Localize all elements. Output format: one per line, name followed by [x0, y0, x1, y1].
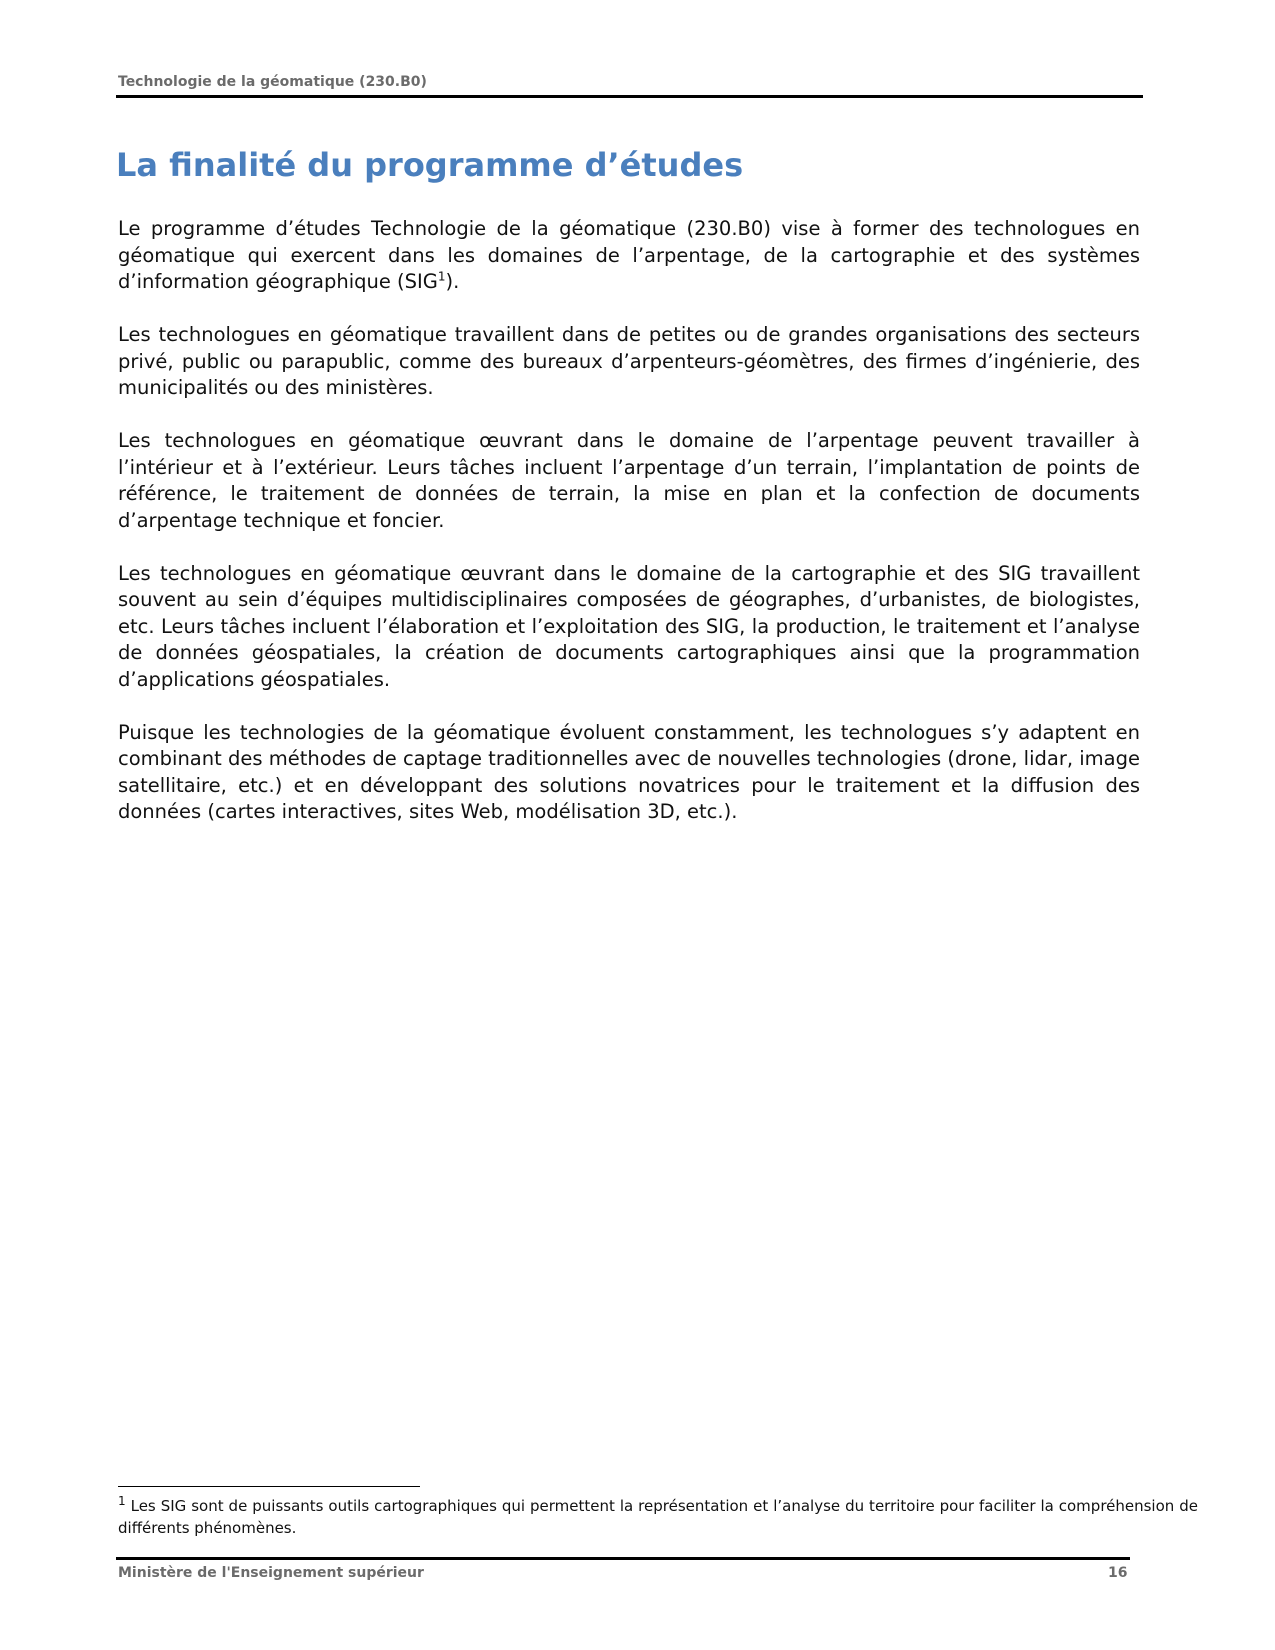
body-text [118, 216, 1140, 852]
paragraph-4: Les technologues en géomatique œuvrant dans le domaine de la cartographie et des SIG travaillent souvent au sein d’équipes multidisciplinaires composées de géographes, d’urbanistes, de biologistes, etc. Leurs tâches incluent l’élaboration et l’exploitation des SIG, la production, le traitement et l’analyse de données géospatiales, la création de documents cartographiques ainsi que la programmation d’applications géospatiales. [118, 561, 1140, 691]
paragraph-5: Puisque les technologies de la géomatique évoluent constamment, les technologues s’y adaptent en combinant des méthodes de captage traditionnelles avec de nouvelles technologies (drone, lidar, image satellitaire, etc.) et en développant des solutions novatrices pour le traitement et la diffusion des données (cartes interactives, sites Web, modélisation 3D, etc.). [118, 720, 1140, 823]
paragraph-1 [118, 216, 1140, 296]
footnote-marker: 1 [118, 1494, 126, 1508]
footnote-reference: 1 [437, 269, 446, 284]
footer-rule [116, 1557, 1130, 1560]
paragraph-2: Les technologues en géomatique travaillent dans de petites ou de grandes organisations des secteurs privé, public ou parapublic, comme des bureaux d’arpenteurs-géomètres, des firmes d’ingénierie, des municipalités ou des ministères. [118, 323, 1140, 399]
paragraph-1-text: Le programme d’études Technologie de la géomatique (230.B0) vise à former des technologues en géomatique qui exercent dans les domaines de l’arpentage, de la cartographie et des systèmes d’information géographique (SIG [118, 217, 1140, 293]
footnote-separator [118, 1486, 420, 1487]
header-rule [116, 95, 1143, 98]
running-header: Technologie de la géomatique (230.B0) [118, 74, 427, 90]
paragraph-1-end: ). [445, 270, 460, 293]
page-title: La finalité du programme d’études [116, 146, 744, 184]
footer-organization: Ministère de l'Enseignement supérieur [118, 1565, 424, 1581]
footnote [118, 1495, 1198, 1539]
paragraph-3: Les technologues en géomatique œuvrant dans le domaine de l’arpentage peuvent travailler à l’intérieur et à l’extérieur. Leurs tâches incluent l’arpentage d’un terrain, l’implantation de points de référence, le traitement de données de terrain, la mise en plan et la confection de documents d’arpentage technique et foncier. [118, 429, 1140, 532]
page-number: 16 [1108, 1565, 1128, 1581]
footnote-text: Les SIG sont de puissants outils cartographiques qui permettent la représentation et l’analyse du territoire pour faciliter la compréhension de différents phénomènes. [118, 1497, 1198, 1537]
